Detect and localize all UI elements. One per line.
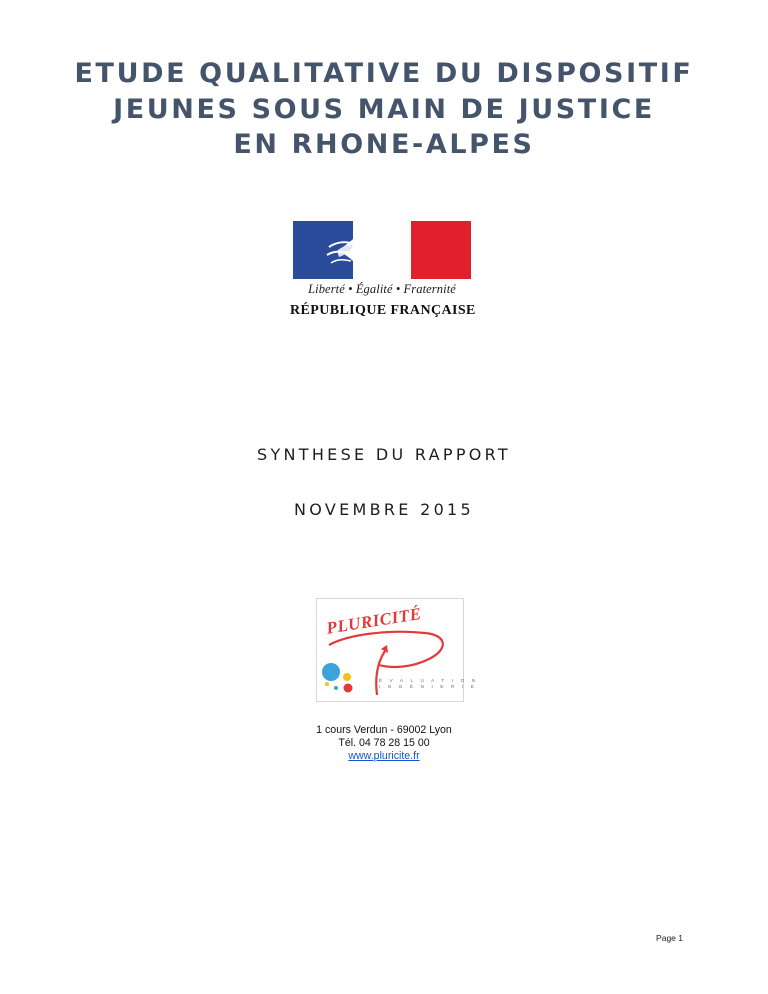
republic-motto: Liberté • Égalité • Fraternité — [308, 282, 456, 296]
address-street: 1 cours Verdun - 69002 Lyon — [316, 724, 452, 736]
pluricite-tagline — [379, 678, 478, 690]
republique-francaise-logo — [290, 221, 474, 325]
pluricite-logo — [316, 598, 479, 702]
title-line-2: JEUNES SOUS MAIN DE JUSTICE — [113, 93, 655, 125]
pluricite-wordmark: PLURICITÉ — [325, 603, 423, 638]
page-number: Page 1 — [656, 933, 683, 943]
website-link[interactable]: www.pluricite.fr — [348, 750, 420, 762]
report-subtitle: SYNTHESE DU RAPPORT — [256, 445, 511, 464]
title-line-1: ETUDE QUALITATIVE DU DISPOSITIF — [74, 58, 694, 89]
marianne-flag-icon — [293, 221, 471, 279]
pluricite-tagline-line-1: É V A L U A T I O N — [379, 678, 479, 683]
address-phone: Tél. 04 78 28 15 00 — [338, 737, 430, 749]
report-date: NOVEMBRE 2015 — [293, 500, 475, 519]
contact-address — [0, 724, 768, 763]
document-title — [0, 56, 768, 163]
republic-name: RÉPUBLIQUE FRANÇAISE — [290, 303, 476, 318]
title-line-3: EN RHONE-ALPES — [233, 129, 535, 160]
pluricite-tagline-line-2: I N G É N I E R I E — [379, 684, 478, 689]
